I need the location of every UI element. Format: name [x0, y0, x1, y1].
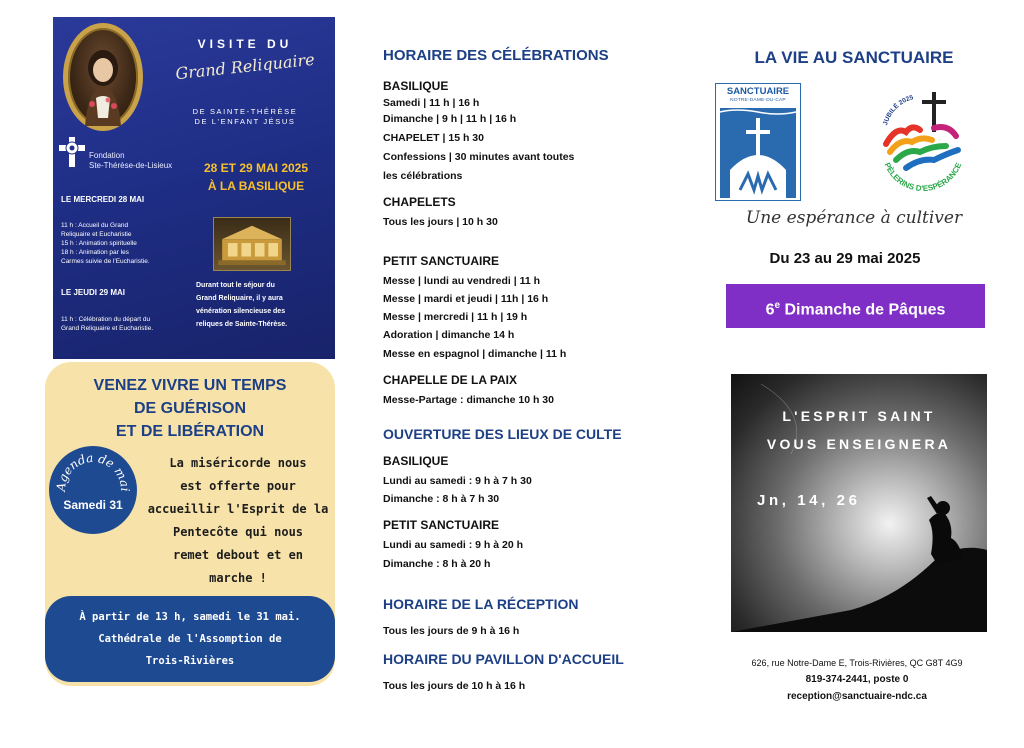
schedule-line: Messe | mardi et jeudi | 11h | 16 h: [383, 293, 549, 305]
reliquary-photo: [213, 217, 291, 271]
schedule-line: Confessions | 30 minutes avant toutes: [383, 151, 575, 163]
poster-dates: [181, 159, 331, 195]
poster-veneration-note: Durant tout le séjour du Grand Reliquaire, il y aura vénération silencieuse des reliques de Sainte-Thérèse.: [196, 282, 288, 328]
reception-title: HORAIRE DE LA RÉCEPTION: [383, 596, 579, 612]
schedule-line: les célébrations: [383, 170, 463, 182]
svg-text:Agenda de mai: [54, 451, 132, 493]
schedule-line: Messe | mercredi | 11 h | 19 h: [383, 311, 528, 323]
svg-text:PÈLERINS D'ESPÉRANCE: [883, 161, 964, 192]
basilica-icon: [716, 106, 800, 200]
chapelets-subtitle: CHAPELETS: [383, 195, 456, 209]
healing-event-box: [45, 362, 335, 686]
agenda-label: Agenda de mai: [53, 450, 133, 492]
logo-subheading: NOTRE-DAME-DU-CAP: [730, 98, 786, 103]
agenda-badge: [49, 446, 137, 534]
celebrations-title: HORAIRE DES CÉLÉBRATIONS: [383, 47, 609, 64]
relic-visit-poster: [53, 17, 335, 359]
healing-location-banner: À partir de 13 h, samedi le 31 mai. Cathédrale de l'Assomption de Trois-Rivières: [45, 596, 335, 682]
petit-sanctuaire-subtitle: PETIT SANCTUAIRE: [383, 254, 500, 268]
jubile-top-text: JUBILÉ 2025: [882, 94, 915, 127]
schedule-line: Dimanche | 9 h | 11 h | 16 h: [383, 113, 517, 125]
schedule-line: Messe-Partage : dimanche 10 h 30: [383, 394, 554, 406]
schedule-line: Dimanche : 8 h à 20 h: [383, 558, 491, 570]
logo-heading: SANCTUAIRE: [726, 86, 790, 97]
schedule-line: Messe | lundi au vendredi | 11 h: [383, 275, 541, 287]
fondation-logo: [59, 135, 189, 175]
fondation-name: Fondation Ste-Thérèse-de-Lisieux: [89, 151, 173, 170]
schedule-line: CHAPELET | 15 h 30: [383, 132, 484, 144]
schedule-line: Dimanche : 8 h à 7 h 30: [383, 493, 500, 505]
poster-date-line: 28 ET 29 MAI 2025: [203, 161, 309, 175]
poster-subtitle-line: DE L'ENFANT JÉSUS: [194, 117, 296, 126]
photo-caption-line1: L'ESPRIT SAINT: [782, 408, 936, 424]
schedule-line: Adoration | dimanche 14 h: [383, 329, 515, 341]
poster-date-line: À LA BASILIQUE: [207, 179, 305, 193]
slogan: Une espérance à cultiver: [745, 208, 963, 228]
schedule-line: Samedi | 11 h | 16 h: [383, 97, 480, 109]
holy-spirit-photo: [731, 374, 987, 632]
fondation-rose-icon: [59, 137, 85, 167]
poster-subtitle: [161, 107, 329, 127]
saint-therese-portrait: [63, 23, 143, 131]
ouverture-basilique-subtitle: BASILIQUE: [383, 454, 449, 468]
chapelle-paix-subtitle: CHAPELLE DE LA PAIX: [383, 373, 518, 387]
schedule-line: Lundi au samedi : 9 h à 20 h: [383, 539, 524, 551]
schedule-line: Lundi au samedi : 9 h à 7 h 30: [383, 475, 532, 487]
sunday-label: Dimanche de Pâques: [780, 301, 946, 319]
postal-address: 626, rue Notre-Dame E, Trois-Rivières, QC G8T 4G9: [751, 658, 963, 668]
poster-visite-heading: VISITE DU: [197, 37, 293, 51]
jubile-bottom-text: PÈLERINS D'ESPÉRANCE: [882, 161, 964, 192]
schedule-line: Tous les jours | 10 h 30: [383, 216, 498, 228]
poster-subtitle-line: DE SAINTE-THÉRÈSE: [192, 107, 298, 116]
svg-text:JUBILÉ 2025: [882, 94, 914, 126]
sanctuaire-logo: [715, 83, 801, 201]
sanctuary-life-title: LA VIE AU SANCTUAIRE: [754, 48, 954, 67]
agenda-day: Samedi 31: [63, 498, 123, 512]
basilique-subtitle: BASILIQUE: [383, 79, 449, 93]
poster-day-wednesday: LE MERCREDI 28 MAI: [61, 195, 145, 204]
schedule-line: Tous les jours de 10 h à 16 h: [383, 680, 526, 692]
email-address[interactable]: reception@sanctuaire-ndc.ca: [787, 691, 927, 702]
healing-description: La miséricorde nous est offerte pour accueillir l'Esprit de la Pentecôte qui nous remet debout et en marche !: [147, 456, 329, 585]
photo-caption-line2: VOUS ENSEIGNERA: [766, 436, 952, 452]
poster-day-thursday: LE JEUDI 29 MAI: [61, 288, 126, 297]
ouverture-title: OUVERTURE DES LIEUX DE CULTE: [383, 426, 622, 442]
schedule-line: Tous les jours de 9 h à 16 h: [383, 625, 520, 637]
sunday-superscript: e: [774, 300, 781, 311]
sunday-number: 6: [765, 301, 775, 319]
jubile-2025-logo: [872, 88, 972, 192]
week-dates: Du 23 au 29 mai 2025: [769, 250, 921, 267]
phone-number: 819-374-2441, poste 0: [805, 674, 909, 685]
schedule-line: Messe en espagnol | dimanche | 11 h: [383, 348, 567, 360]
bible-reference: Jn, 14, 26: [757, 492, 861, 509]
poster-grand-reliquaire: Grand Reliquaire: [174, 49, 316, 84]
pavillon-title: HORAIRE DU PAVILLON D'ACCUEIL: [383, 651, 624, 667]
liturgical-sunday-banner: [726, 284, 985, 328]
poster-program-thursday: 11 h : Célébration du départ du Grand Reliquaire et Eucharistie.: [61, 316, 154, 332]
ouverture-petit-subtitle: PETIT SANCTUAIRE: [383, 518, 500, 532]
poster-program-wednesday: 11 h : Accueil du Grand Reliquaire et Eucharistie 15 h : Animation spirituelle 18 h : Animation par les Carmes suivie de l'Eucharistie.: [61, 222, 150, 265]
healing-title: VENEZ VIVRE UN TEMPS DE GUÉRISON ET DE LIBÉRATION: [93, 377, 287, 440]
